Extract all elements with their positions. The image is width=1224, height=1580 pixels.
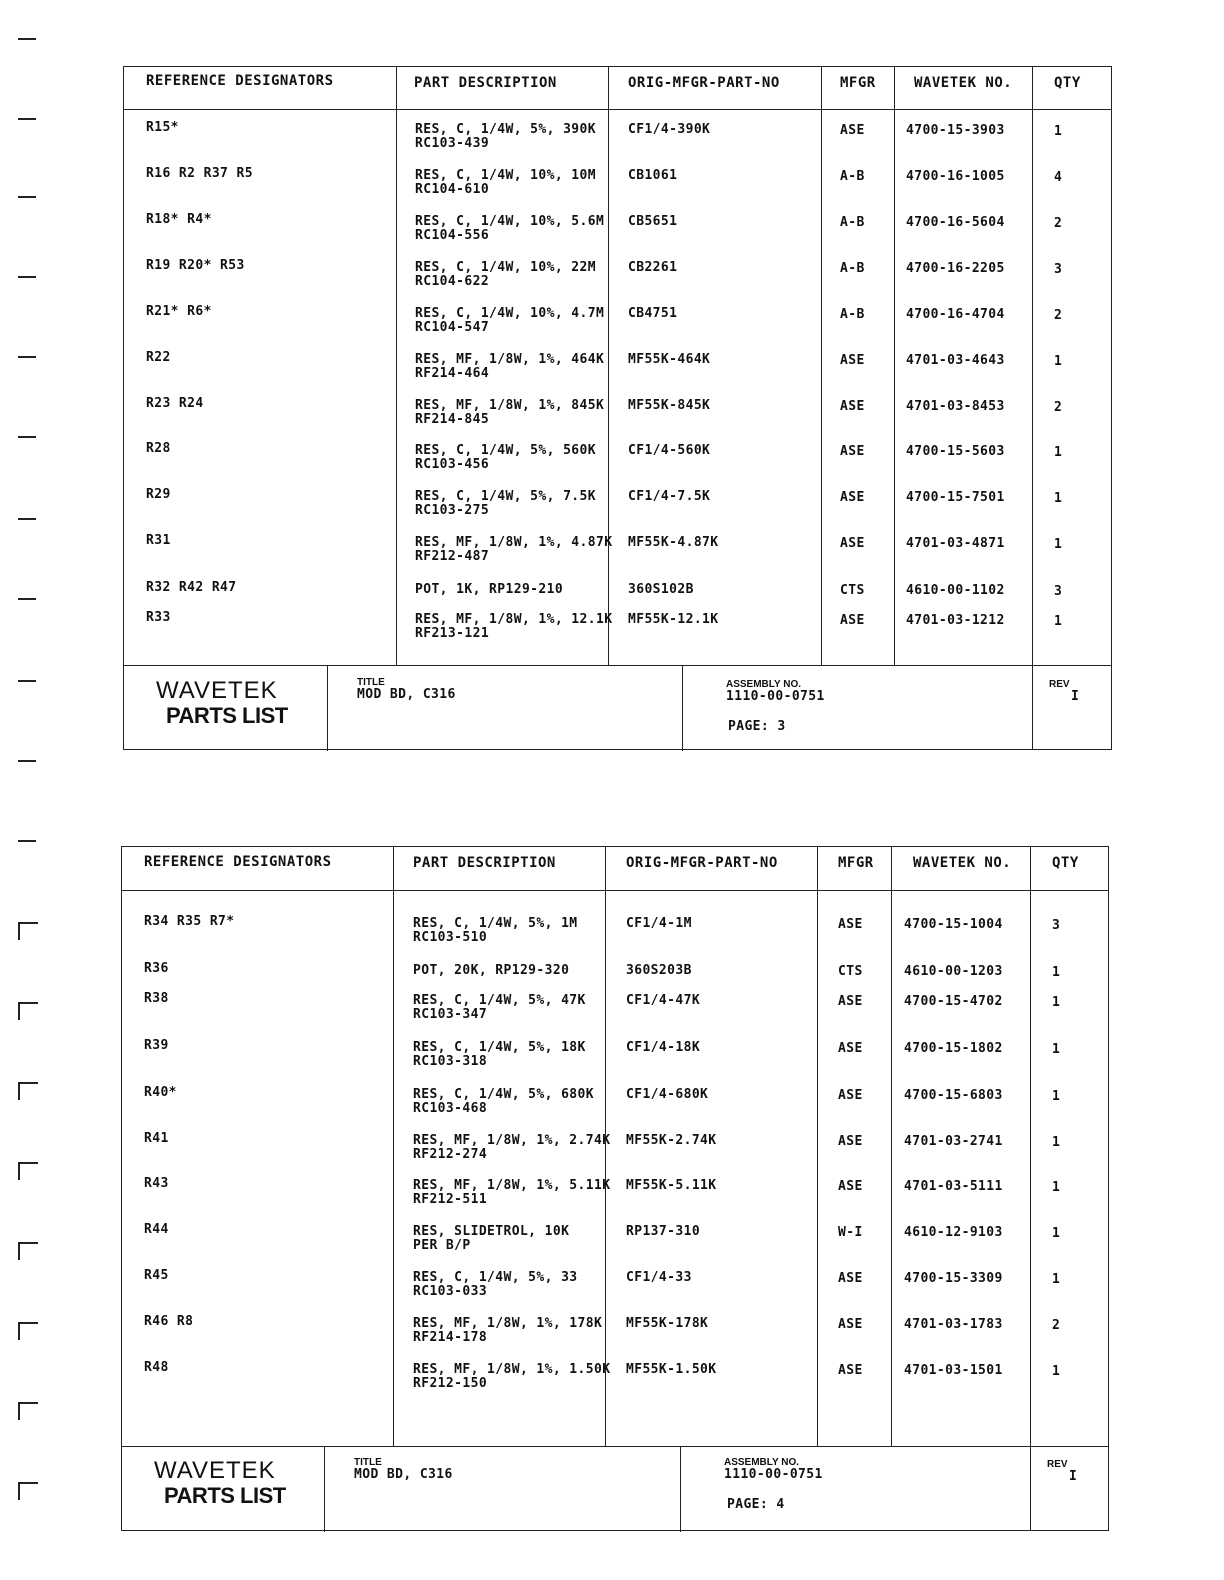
col-header-mfgr: MFGR — [838, 855, 874, 871]
doc-type: PARTS LIST — [164, 1483, 286, 1508]
part-description-code: RC104-622 — [415, 274, 490, 289]
orig-mfgr-part-no: CF1/4-560K — [628, 443, 711, 458]
qty: 1 — [1052, 1042, 1061, 1057]
orig-mfgr-part-no: CB1061 — [628, 168, 678, 183]
orig-mfgr-part-no: CF1/4-33 — [626, 1270, 692, 1285]
orig-mfgr-part-no: CF1/4-7.5K — [628, 489, 711, 504]
mfgr: ASE — [840, 490, 865, 505]
rev-label: REV — [1047, 1459, 1068, 1470]
parts-list-sheet-page-3 — [123, 66, 1112, 750]
ref-designator: R29 — [146, 487, 171, 502]
margin-mark — [18, 436, 36, 438]
ref-designator: R41 — [144, 1131, 169, 1146]
mfgr: A-B — [840, 307, 865, 322]
part-description: RES, MF, 1/8W, 1%, 178K — [413, 1316, 603, 1331]
ref-designator: R46 R8 — [144, 1314, 194, 1329]
col-header-ref: REFERENCE DESIGNATORS — [144, 854, 332, 870]
ref-designator: R23 R24 — [146, 396, 204, 411]
part-description: RES, MF, 1/8W, 1%, 845K — [415, 398, 605, 413]
mfgr: ASE — [840, 123, 865, 138]
qty: 3 — [1054, 262, 1063, 277]
part-description-code: RF214-178 — [413, 1330, 488, 1345]
mfgr: ASE — [840, 399, 865, 414]
wavetek-no: 4700-15-7501 — [906, 490, 1005, 505]
column-divider — [393, 847, 394, 1446]
part-description: RES, C, 1/4W, 5%, 560K — [415, 443, 596, 458]
column-divider — [1030, 847, 1031, 1530]
wavetek-no: 4700-16-1005 — [906, 169, 1005, 184]
orig-mfgr-part-no: 360S203B — [626, 963, 692, 978]
header-divider — [124, 109, 1111, 110]
wavetek-no: 4610-00-1102 — [906, 583, 1005, 598]
footer-divider — [124, 665, 1111, 666]
column-divider — [817, 847, 818, 1446]
wavetek-logo — [156, 677, 278, 705]
qty: 1 — [1054, 445, 1063, 460]
part-description-code: RF212-150 — [413, 1376, 488, 1391]
part-description-code: RF213-121 — [415, 626, 490, 641]
mfgr: ASE — [840, 536, 865, 551]
mfgr: A-B — [840, 261, 865, 276]
part-description: RES, C, 1/4W, 10%, 22M — [415, 260, 596, 275]
wavetek-no: 4701-03-1501 — [904, 1363, 1003, 1378]
assembly-value: 1110-00-0751 — [724, 1467, 823, 1482]
part-description: RES, MF, 1/8W, 1%, 1.50K — [413, 1362, 611, 1377]
part-description-code: RC104-556 — [415, 228, 490, 243]
wavetek-no: 4700-15-1802 — [904, 1041, 1003, 1056]
footer-divider — [327, 665, 328, 751]
part-description-code: PER B/P — [413, 1238, 471, 1253]
wavetek-no: 4700-15-1004 — [904, 917, 1003, 932]
ref-designator: R15* — [146, 120, 179, 135]
wavetek-no: 4700-15-5603 — [906, 444, 1005, 459]
ref-designator: R45 — [144, 1268, 169, 1283]
title-value: MOD BD, C316 — [357, 687, 456, 702]
ref-designator: R28 — [146, 441, 171, 456]
qty: 4 — [1054, 170, 1063, 185]
column-divider — [891, 847, 892, 1446]
orig-mfgr-part-no: CB2261 — [628, 260, 678, 275]
margin-mark — [18, 118, 36, 120]
margin-mark — [18, 1082, 38, 1100]
part-description: RES, MF, 1/8W, 1%, 12.1K — [415, 612, 613, 627]
mfgr: ASE — [840, 613, 865, 628]
part-description-code: RF212-487 — [415, 549, 490, 564]
part-description-code: RF212-511 — [413, 1192, 488, 1207]
wavetek-no: 4701-03-1212 — [906, 613, 1005, 628]
qty: 1 — [1054, 124, 1063, 139]
orig-mfgr-part-no: MF55K-1.50K — [626, 1362, 717, 1377]
orig-mfgr-part-no: CF1/4-1M — [626, 916, 692, 931]
col-header-wavetek: WAVETEK NO. — [914, 75, 1013, 91]
page-number: PAGE: 3 — [728, 719, 786, 734]
ref-designator: R44 — [144, 1222, 169, 1237]
qty: 1 — [1054, 537, 1063, 552]
footer-divider — [324, 1446, 325, 1532]
col-header-desc: PART DESCRIPTION — [413, 855, 556, 871]
mfgr: CTS — [840, 583, 865, 598]
mfgr: ASE — [838, 917, 863, 932]
wavetek-no: 4700-15-3903 — [906, 123, 1005, 138]
qty: 1 — [1052, 1089, 1061, 1104]
orig-mfgr-part-no: MF55K-178K — [626, 1316, 709, 1331]
ref-designator: R31 — [146, 533, 171, 548]
margin-mark — [18, 922, 38, 940]
orig-mfgr-part-no: MF55K-845K — [628, 398, 711, 413]
part-description: RES, C, 1/4W, 5%, 33 — [413, 1270, 578, 1285]
ref-designator: R21* R6* — [146, 304, 212, 319]
ref-designator: R32 R42 R47 — [146, 580, 237, 595]
part-description: RES, MF, 1/8W, 1%, 4.87K — [415, 535, 613, 550]
part-description-code: RC103-347 — [413, 1007, 488, 1022]
wavetek-no: 4701-03-8453 — [906, 399, 1005, 414]
wavetek-no: 4700-15-4702 — [904, 994, 1003, 1009]
orig-mfgr-part-no: MF55K-12.1K — [628, 612, 719, 627]
logo-brand: WAVETEK — [156, 677, 278, 704]
wavetek-no: 4700-16-4704 — [906, 307, 1005, 322]
title-label: TITLE — [354, 1457, 382, 1468]
rev-label: REV — [1049, 679, 1070, 690]
assembly-value: 1110-00-0751 — [726, 689, 825, 704]
wavetek-no: 4610-12-9103 — [904, 1225, 1003, 1240]
mfgr: ASE — [838, 1179, 863, 1194]
qty: 1 — [1052, 1272, 1061, 1287]
part-description: RES, C, 1/4W, 5%, 47K — [413, 993, 586, 1008]
part-description: RES, C, 1/4W, 5%, 18K — [413, 1040, 586, 1055]
margin-mark — [18, 356, 36, 358]
margin-mark — [18, 1482, 38, 1500]
part-description: RES, MF, 1/8W, 1%, 464K — [415, 352, 605, 367]
footer-divider — [682, 665, 683, 751]
header-divider — [122, 890, 1108, 891]
part-description: RES, C, 1/4W, 10%, 10M — [415, 168, 596, 183]
margin-mark — [18, 518, 36, 520]
col-header-desc: PART DESCRIPTION — [414, 75, 557, 91]
wavetek-no: 4701-03-4871 — [906, 536, 1005, 551]
part-description: RES, C, 1/4W, 5%, 7.5K — [415, 489, 596, 504]
footer-divider — [122, 1446, 1108, 1447]
part-description-code: RF214-464 — [415, 366, 490, 381]
margin-mark — [18, 760, 36, 762]
ref-designator: R38 — [144, 991, 169, 1006]
title-value: MOD BD, C316 — [354, 1467, 453, 1482]
ref-designator: R40* — [144, 1085, 177, 1100]
page-number: PAGE: 4 — [727, 1497, 785, 1512]
margin-mark — [18, 1402, 38, 1420]
wavetek-no: 4610-00-1203 — [904, 964, 1003, 979]
part-description: RES, MF, 1/8W, 1%, 5.11K — [413, 1178, 611, 1193]
wavetek-no: 4700-15-6803 — [904, 1088, 1003, 1103]
assembly-label: ASSEMBLY NO. — [724, 1457, 800, 1468]
qty: 1 — [1054, 354, 1063, 369]
mfgr: ASE — [838, 1317, 863, 1332]
col-header-orig: ORIG-MFGR-PART-NO — [628, 75, 780, 91]
qty: 1 — [1052, 965, 1061, 980]
orig-mfgr-part-no: CB4751 — [628, 306, 678, 321]
ref-designator: R34 R35 R7* — [144, 914, 235, 929]
parts-list-sheet-page-4 — [121, 846, 1109, 1531]
orig-mfgr-part-no: CB5651 — [628, 214, 678, 229]
part-description-code: RC104-610 — [415, 182, 490, 197]
col-header-mfgr: MFGR — [840, 75, 876, 91]
qty: 1 — [1052, 995, 1061, 1010]
margin-mark — [18, 598, 36, 600]
orig-mfgr-part-no: CF1/4-47K — [626, 993, 701, 1008]
wavetek-no: 4700-15-3309 — [904, 1271, 1003, 1286]
qty: 2 — [1054, 308, 1063, 323]
part-description-code: RC103-510 — [413, 930, 488, 945]
mfgr: ASE — [838, 994, 863, 1009]
orig-mfgr-part-no: MF55K-2.74K — [626, 1133, 717, 1148]
part-description: POT, 1K, RP129-210 — [415, 582, 564, 597]
orig-mfgr-part-no: CF1/4-18K — [626, 1040, 701, 1055]
col-header-qty: QTY — [1052, 855, 1079, 871]
part-description-code: RF212-274 — [413, 1147, 488, 1162]
mfgr: W-I — [838, 1225, 863, 1240]
orig-mfgr-part-no: 360S102B — [628, 582, 694, 597]
qty: 1 — [1052, 1180, 1061, 1195]
column-divider — [1032, 67, 1033, 749]
column-divider — [894, 67, 895, 665]
ref-designator: R22 — [146, 350, 171, 365]
part-description-code: RC103-318 — [413, 1054, 488, 1069]
qty: 1 — [1054, 491, 1063, 506]
qty: 2 — [1052, 1318, 1061, 1333]
part-description: RES, SLIDETROL, 10K — [413, 1224, 570, 1239]
part-description: RES, C, 1/4W, 5%, 390K — [415, 122, 596, 137]
column-divider — [608, 67, 609, 665]
orig-mfgr-part-no: CF1/4-680K — [626, 1087, 709, 1102]
margin-mark — [18, 1322, 38, 1340]
ref-designator: R33 — [146, 610, 171, 625]
part-description: RES, C, 1/4W, 10%, 5.6M — [415, 214, 605, 229]
ref-designator: R39 — [144, 1038, 169, 1053]
qty: 1 — [1052, 1364, 1061, 1379]
margin-mark — [18, 680, 36, 682]
doc-type: PARTS LIST — [166, 703, 288, 728]
orig-mfgr-part-no: MF55K-464K — [628, 352, 711, 367]
part-description-code: RC103-033 — [413, 1284, 488, 1299]
margin-mark — [18, 38, 36, 40]
qty: 2 — [1054, 216, 1063, 231]
orig-mfgr-part-no: CF1/4-390K — [628, 122, 711, 137]
qty: 1 — [1052, 1226, 1061, 1241]
part-description: RES, MF, 1/8W, 1%, 2.74K — [413, 1133, 611, 1148]
part-description: POT, 20K, RP129-320 — [413, 963, 570, 978]
margin-mark — [18, 1242, 38, 1260]
orig-mfgr-part-no: MF55K-4.87K — [628, 535, 719, 550]
part-description-code: RC103-468 — [413, 1101, 488, 1116]
qty: 3 — [1052, 918, 1061, 933]
mfgr: CTS — [838, 964, 863, 979]
wavetek-no: 4700-16-2205 — [906, 261, 1005, 276]
wavetek-no: 4701-03-4643 — [906, 353, 1005, 368]
mfgr: ASE — [838, 1041, 863, 1056]
part-description-code: RC103-275 — [415, 503, 490, 518]
part-description-code: RC104-547 — [415, 320, 490, 335]
assembly-label: ASSEMBLY NO. — [726, 679, 802, 690]
ref-designator: R16 R2 R37 R5 — [146, 166, 253, 181]
orig-mfgr-part-no: RP137-310 — [626, 1224, 701, 1239]
mfgr: ASE — [840, 353, 865, 368]
ref-designator: R48 — [144, 1360, 169, 1375]
rev-value: I — [1071, 689, 1080, 704]
wavetek-no: 4700-16-5604 — [906, 215, 1005, 230]
mfgr: A-B — [840, 169, 865, 184]
mfgr: ASE — [838, 1271, 863, 1286]
mfgr: ASE — [838, 1134, 863, 1149]
mfgr: ASE — [840, 444, 865, 459]
orig-mfgr-part-no: MF55K-5.11K — [626, 1178, 717, 1193]
qty: 3 — [1054, 584, 1063, 599]
qty: 1 — [1054, 614, 1063, 629]
part-description-code: RC103-439 — [415, 136, 490, 151]
ref-designator: R43 — [144, 1176, 169, 1191]
ref-designator: R19 R20* R53 — [146, 258, 245, 273]
col-header-wavetek: WAVETEK NO. — [913, 855, 1012, 871]
wavetek-no: 4701-03-1783 — [904, 1317, 1003, 1332]
ref-designator: R18* R4* — [146, 212, 212, 227]
wavetek-logo — [154, 1457, 276, 1485]
logo-caption — [166, 703, 288, 729]
part-description: RES, C, 1/4W, 5%, 680K — [413, 1087, 594, 1102]
col-header-orig: ORIG-MFGR-PART-NO — [626, 855, 778, 871]
ref-designator: R36 — [144, 961, 169, 976]
title-label: TITLE — [357, 677, 385, 688]
margin-mark — [18, 1162, 38, 1180]
footer-divider — [680, 1446, 681, 1532]
part-description: RES, C, 1/4W, 5%, 1M — [413, 916, 578, 931]
mfgr: ASE — [838, 1363, 863, 1378]
col-header-ref: REFERENCE DESIGNATORS — [146, 73, 334, 89]
margin-mark — [18, 196, 36, 198]
column-divider — [821, 67, 822, 665]
part-description: RES, C, 1/4W, 10%, 4.7M — [415, 306, 605, 321]
margin-mark — [18, 840, 36, 842]
mfgr: A-B — [840, 215, 865, 230]
wavetek-no: 4701-03-2741 — [904, 1134, 1003, 1149]
margin-mark — [18, 276, 36, 278]
logo-brand: WAVETEK — [154, 1457, 276, 1484]
qty: 2 — [1054, 400, 1063, 415]
qty: 1 — [1052, 1135, 1061, 1150]
margin-mark — [18, 1002, 38, 1020]
logo-caption — [164, 1483, 286, 1509]
wavetek-no: 4701-03-5111 — [904, 1179, 1003, 1194]
part-description-code: RF214-845 — [415, 412, 490, 427]
col-header-qty: QTY — [1054, 75, 1081, 91]
rev-value: I — [1069, 1469, 1078, 1484]
mfgr: ASE — [838, 1088, 863, 1103]
part-description-code: RC103-456 — [415, 457, 490, 472]
column-divider — [396, 67, 397, 665]
